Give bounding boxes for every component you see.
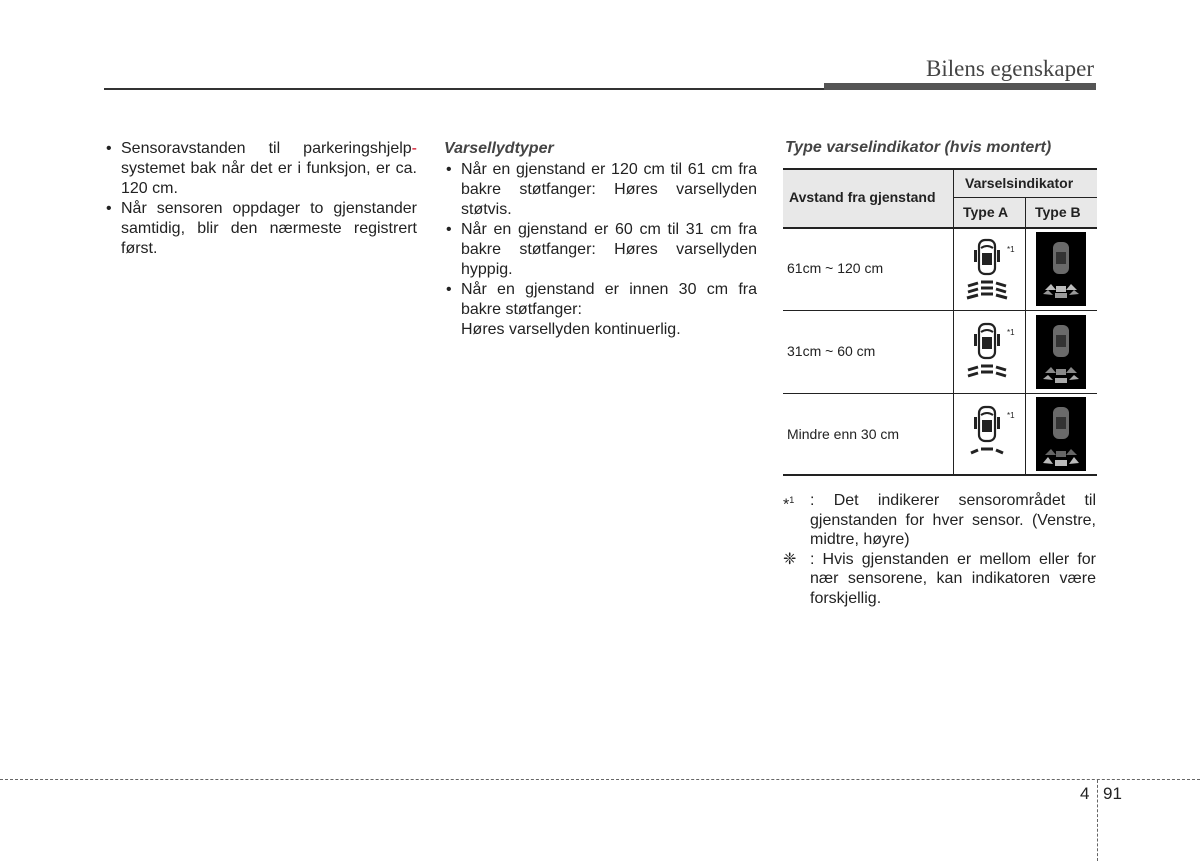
- indicator-table: [783, 168, 1097, 476]
- page-number: 91: [1103, 784, 1122, 803]
- distance-cell: 31cm ~ 60 cm: [787, 343, 876, 359]
- footer-divider: [1097, 780, 1098, 861]
- note-marker-icon: ❈: [783, 550, 797, 568]
- car-indicator-b-image: [1036, 397, 1086, 471]
- table-rule: [783, 168, 1097, 170]
- footer-rule: [0, 779, 1200, 780]
- list-item: • Når en gjenstand er 120 cm til 61 cm fra bakre støtfanger: Høres varsellyden støtvis.: [444, 160, 757, 220]
- chapter-number: 4: [1080, 784, 1090, 803]
- table-rule: [783, 227, 1097, 229]
- column-header-type-b: Type B: [1035, 204, 1081, 220]
- column-header-indicator: Varselsindikator: [965, 175, 1074, 191]
- footnote-mark: *1: [1007, 411, 1015, 420]
- table-heading: Type varselindikator (hvis montert): [785, 139, 1052, 156]
- footnote-marker: *$^1$: [783, 495, 795, 514]
- car-indicator-b-image: [1036, 232, 1086, 306]
- table-rule: [783, 474, 1097, 476]
- footnote: ❈ : Hvis gjenstanden er mellom eller for nær sensorene, kan indikatoren være forskjellig.: [783, 550, 1096, 607]
- list-item: • Når en gjenstand er 60 cm til 31 cm fra bakre støtfanger: Høres varsellyden hyppig.: [444, 220, 757, 280]
- table-notes: [783, 491, 1096, 608]
- distance-cell: 61cm ~ 120 cm: [787, 260, 884, 276]
- column-header-type-a: Type A: [963, 204, 1009, 220]
- section-heading: Varsellydtyper: [444, 140, 554, 157]
- footnote-mark: *1: [1007, 245, 1015, 254]
- car-indicator-b-image: [1036, 315, 1086, 389]
- distance-cell: Mindre enn 30 cm: [787, 426, 900, 442]
- column-left: [104, 139, 417, 259]
- table-rule: [783, 310, 1097, 311]
- header-bar: [824, 83, 1096, 90]
- footnote-mark: *1: [1007, 328, 1015, 337]
- column-middle: [444, 139, 757, 340]
- page-header-title: Bilens egenskaper: [926, 56, 1094, 81]
- footnote: *$^1$ : Det indikerer sensorområdet til gjenstanden for hver sensor. (Venstre, midtre, høyre): [783, 492, 1096, 548]
- table-rule: [1025, 197, 1026, 476]
- header-rule: [104, 88, 824, 90]
- list-item: • Når en gjenstand er innen 30 cm fra bakre støtfanger:: [444, 280, 757, 320]
- list-continuation: Høres varsellyden kontinuerlig.: [461, 321, 681, 338]
- table-rule: [953, 168, 954, 476]
- column-header-distance: Avstand fra gjenstand: [789, 189, 936, 205]
- list-item: • Sensoravstanden til parkeringshjelp- systemet bak når det er i funksjon, er ca. 120 cm.: [104, 139, 417, 199]
- list-item: • Når sensoren oppdager to gjenstander samtidig, blir den nærmeste registrert først.: [104, 199, 417, 259]
- table-rule: [783, 393, 1097, 394]
